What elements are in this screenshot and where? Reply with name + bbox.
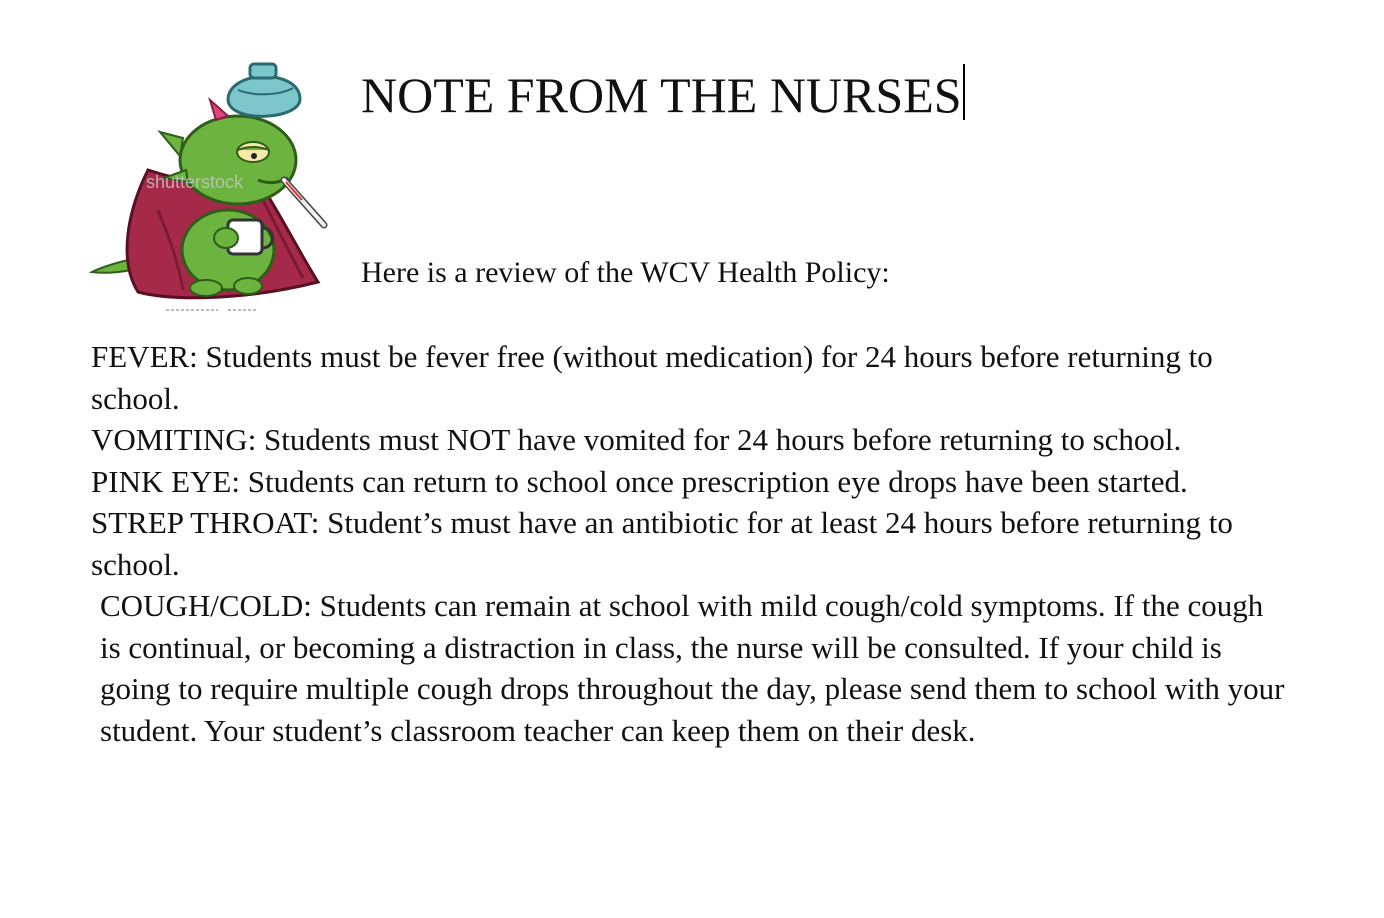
policy-pink-eye: PINK EYE: Students can return to school once prescription eye drops have been started.: [91, 463, 1188, 499]
policy-vomiting: VOMITING: Students must NOT have vomited for 24 hours before returning to school.: [91, 422, 1182, 457]
policy-list: [91, 336, 1291, 751]
policy-strep-throat: STREP THROAT: Student’s must have an antibiotic for at least 24 hours before returning to school.: [91, 505, 1233, 582]
sick-dragon-illustration: [88, 60, 338, 322]
text-cursor: [963, 64, 965, 120]
page-title-text: NOTE FROM THE NURSES: [361, 67, 962, 123]
policy-cough-cold: COUGH/COLD: Students can remain at school with mild cough/cold symptoms. If the cough is continual, or becoming a distraction in class, the nurse will be consulted. If your child is going to require multiple cough drops throughout the day, please send them to school with your student. Your student’s classroom teacher can keep them on their desk.: [100, 588, 1285, 748]
page-title: [361, 64, 965, 126]
intro-text: Here is a review of the WCV Health Policy:: [361, 256, 890, 289]
watermark-text: shutterstock: [146, 172, 244, 192]
policy-fever: FEVER: Students must be fever free (without medication) for 24 hours before returning to school.: [91, 339, 1213, 416]
